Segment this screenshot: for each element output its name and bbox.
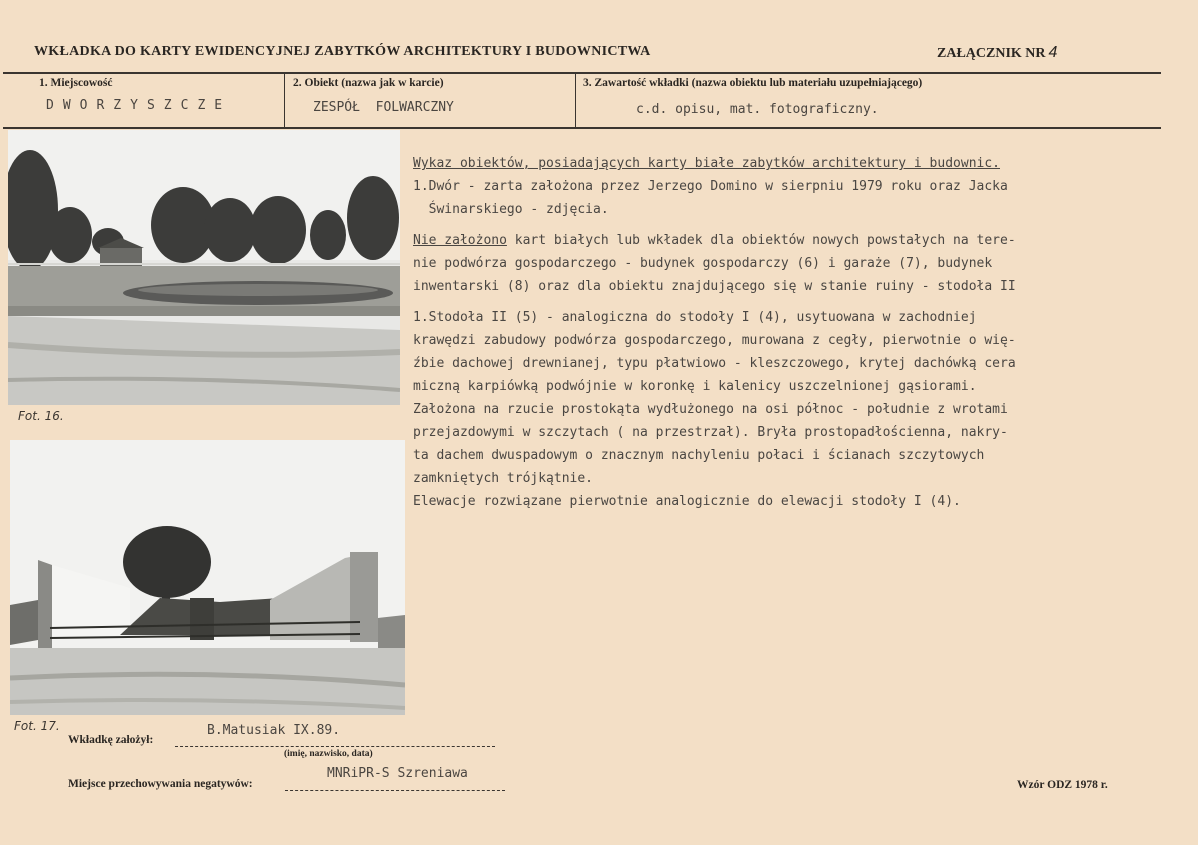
- body-heading: Wykaz obiektów, posiadających karty białe zabytków architektury i budownic.: [413, 156, 1000, 171]
- body-p2-line1: [413, 229, 1183, 252]
- body-p2-underlined: Nie założono: [413, 233, 507, 248]
- body-p3-line1: 1.Stodoła II (5) - analogiczna do stodoły I (4), usytuowana w zachodniej: [413, 310, 977, 325]
- annex-label-text: ZAŁĄCZNIK NR: [937, 46, 1046, 61]
- table-bottom-rule: [3, 127, 1161, 129]
- body-p3-line8: zamkniętych trójkątnie.: [413, 471, 594, 486]
- body-p3-line9: Elewacje rozwiązane pierwotnie analogicznie do elewacji stodoły I (4).: [413, 494, 961, 509]
- photo-ruined-barn: [10, 440, 405, 715]
- body-p2-line3: inwentarski (8) oraz dla obiektu znajdującego się w stanie ruiny - stodoła II: [413, 279, 1016, 294]
- object-value: ZESPÓŁ FOLWARCZNY: [313, 100, 454, 115]
- table-divider-2: [575, 72, 576, 127]
- body-p3-line3: źbie dachowej drewnianej, typu płatwiowo - kleszczowego, krytej dachówką cera: [413, 356, 1016, 371]
- author-label: Wkładkę założył:: [68, 734, 154, 746]
- body-p3-line2: krawędzi zabudowy podwórza gospodarczego, murowana z cegły, pierwotnie o wię-: [413, 333, 1016, 348]
- annex-label: [937, 44, 1057, 62]
- photo-pond: [8, 130, 400, 405]
- storage-line: [285, 790, 505, 791]
- author-value: B.Matusiak IX.89.: [207, 723, 341, 738]
- body-p3-line5: Założona na rzucie prostokąta wydłużonego na osi północ - południe z wrotami: [413, 402, 1008, 417]
- place-label: 1. Miejscowość: [39, 77, 113, 89]
- body-p3-line4: miczną karpiówką podwójnie w koronkę i kalenicy uszczelnionej gąsiorami.: [413, 379, 977, 394]
- body-p1-line1: 1.Dwór - zarta założona przez Jerzego Domino w sierpniu 1979 roku oraz Jacka: [413, 179, 1008, 194]
- storage-value: MNRiPR-S Szreniawa: [327, 766, 468, 781]
- form-title: WKŁADKA DO KARTY EWIDENCYJNEJ ZABYTKÓW ARCHITEKTURY I BUDOWNICTWA: [34, 44, 651, 59]
- body-p2-line2: nie podwórza gospodarczego - budynek gospodarczy (6) i garaże (7), budynek: [413, 256, 993, 271]
- photo-17-caption: Fot. 17.: [14, 719, 60, 733]
- body-p3-line6: przejazdowymi w szczytach ( na przestrzał). Bryła prostopadłościenna, nakry-: [413, 425, 1008, 440]
- contents-value: c.d. opisu, mat. fotograficzny.: [636, 102, 879, 117]
- author-note: (imię, nazwisko, data): [284, 749, 373, 759]
- place-value: DWORZYSZCZE: [46, 98, 232, 113]
- table-divider-1: [284, 72, 285, 127]
- description-text: [413, 152, 1183, 513]
- photo-16-caption: Fot. 16.: [18, 409, 64, 423]
- contents-label: 3. Zawartość wkładki (nazwa obiektu lub materiału uzupełniającego): [583, 77, 923, 89]
- body-p2-line1-rest: kart białych lub wkładek dla obiektów nowych powstałych na tere-: [506, 233, 1016, 248]
- photo-pond-image: [8, 130, 400, 405]
- annex-number: 4: [1048, 44, 1058, 61]
- form-version: Wzór ODZ 1978 r.: [1017, 779, 1108, 791]
- author-line: [175, 746, 495, 747]
- table-top-rule: [3, 72, 1161, 74]
- photo-ruined-barn-image: [10, 440, 405, 715]
- storage-label: Miejsce przechowywania negatywów:: [68, 778, 253, 790]
- body-p1-line2: Świnarskiego - zdjęcia.: [413, 202, 609, 217]
- body-p3-line7: ta dachem dwuspadowym o znacznym nachyleniu połaci i ścianach szczytowych: [413, 448, 985, 463]
- object-label: 2. Obiekt (nazwa jak w karcie): [293, 77, 444, 89]
